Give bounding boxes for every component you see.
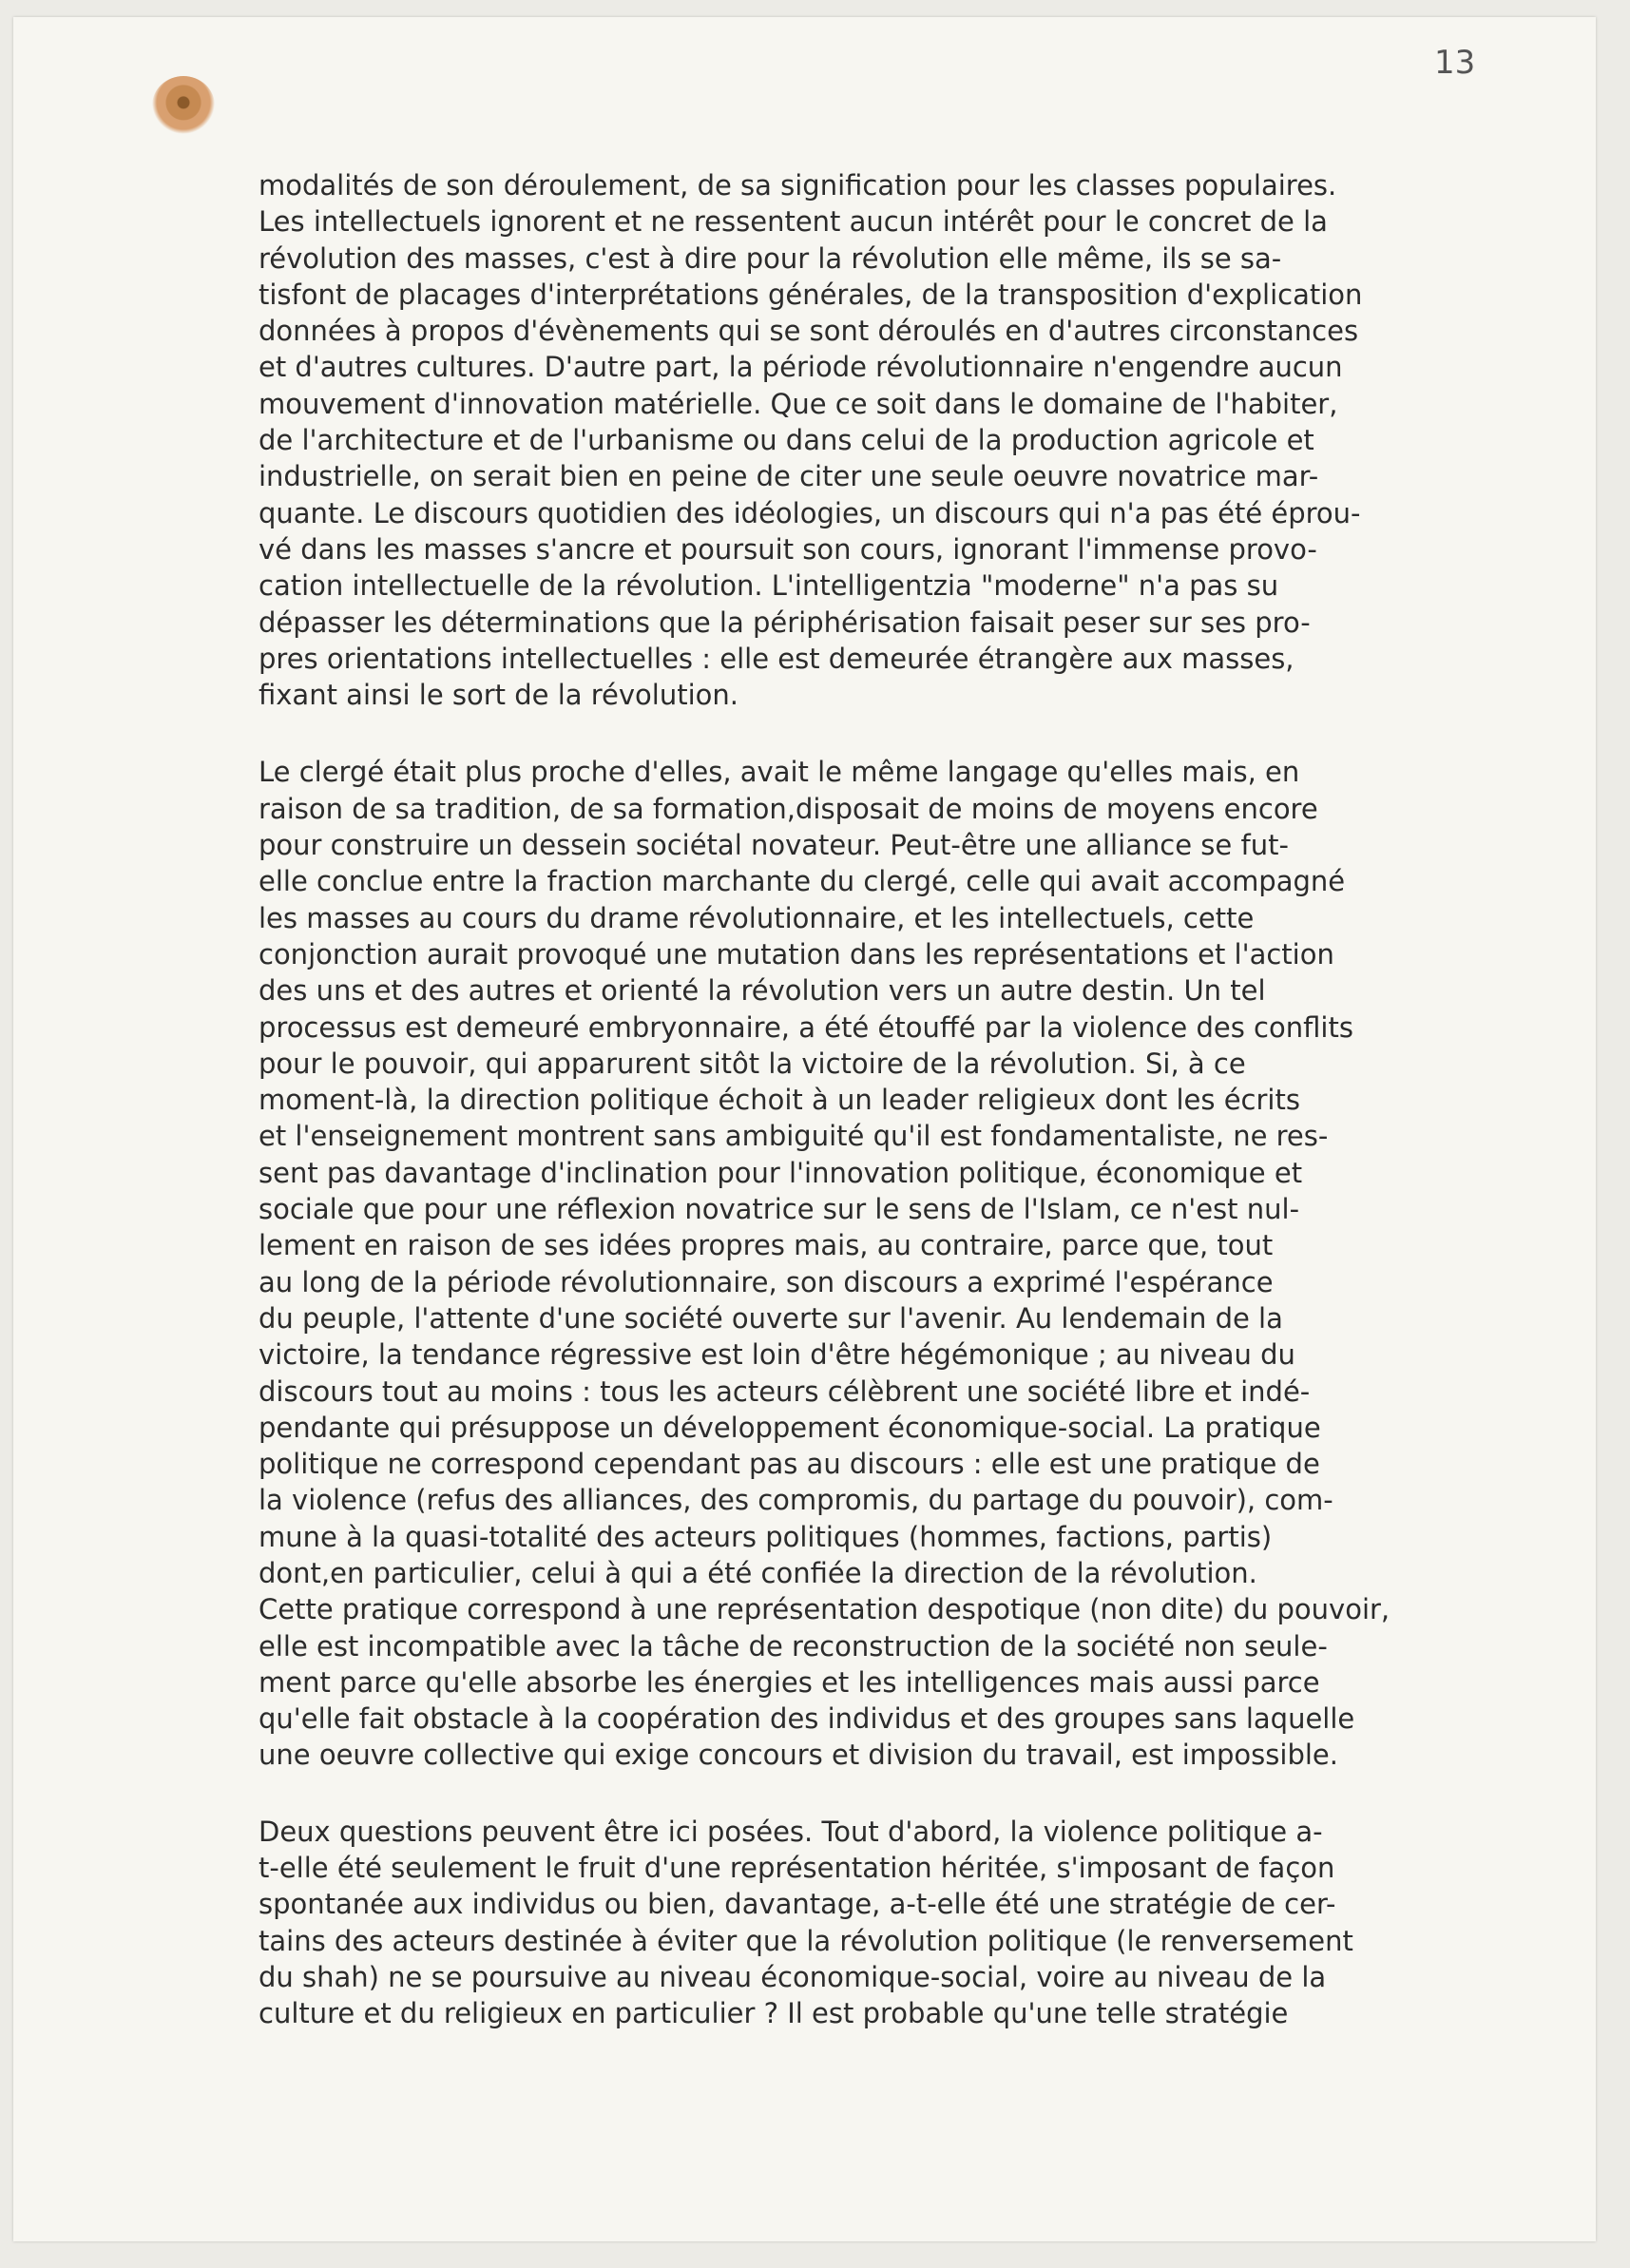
text-line: Les intellectuels ignorent et ne ressentent aucun intérêt pour le concret de la bbox=[259, 205, 1328, 239]
text-line: Deux questions peuvent être ici posées. Tout d'abord, la violence politique a- bbox=[259, 1815, 1323, 1848]
text-line: culture et du religieux en particulier ? Il est probable qu'une telle stratégie bbox=[259, 1997, 1289, 2030]
text-line: processus est demeuré embryonnaire, a été étouffé par la violence des conflits bbox=[259, 1010, 1353, 1044]
page-number: 13 bbox=[1434, 44, 1476, 82]
text-line: Cette pratique correspond à une représentation despotique (non dite) du pouvoir, bbox=[259, 1593, 1390, 1626]
text-line: victoire, la tendance régressive est loin d'être hégémonique ; au niveau du bbox=[259, 1338, 1295, 1372]
paragraph-1 bbox=[259, 167, 1561, 713]
text-line: pres orientations intellectuelles : elle est demeurée étrangère aux masses, bbox=[259, 642, 1294, 675]
text-line: données à propos d'évènements qui se sont déroulés en d'autres circonstances bbox=[259, 315, 1359, 348]
text-line: la violence (refus des alliances, des compromis, du partage du pouvoir), com- bbox=[259, 1484, 1333, 1517]
text-line: conjonction aurait provoqué une mutation dans les représentations et l'action bbox=[259, 937, 1334, 971]
text-line: tains des acteurs destinée à éviter que la révolution politique (le renversement bbox=[259, 1924, 1353, 1957]
text-line: sociale que pour une réflexion novatrice sur le sens de l'Islam, ce n'est nul- bbox=[259, 1193, 1300, 1226]
text-line: révolution des masses, c'est à dire pour la révolution elle même, ils se sa- bbox=[259, 241, 1282, 275]
document-body bbox=[259, 167, 1561, 2032]
paragraph-2 bbox=[259, 754, 1561, 1773]
text-line: dont,en particulier, celui à qui a été confiée la direction de la révolution. bbox=[259, 1556, 1257, 1589]
text-line: cation intellectuelle de la révolution. L'intelligentzia "moderne" n'a pas su bbox=[259, 569, 1279, 603]
text-line: raison de sa tradition, de sa formation,disposait de moins de moyens encore bbox=[259, 792, 1318, 825]
text-line: vé dans les masses s'ancre et poursuit son cours, ignorant l'immense provo- bbox=[259, 532, 1317, 566]
text-line: dépasser les déterminations que la périphérisation faisait peser sur ses pro- bbox=[259, 605, 1311, 639]
text-line: quante. Le discours quotidien des idéologies, un discours qui n'a pas été éprou- bbox=[259, 496, 1361, 529]
text-line: et l'enseignement montrent sans ambiguité qu'il est fondamentaliste, ne res- bbox=[259, 1120, 1329, 1153]
text-line: lement en raison de ses idées propres mais, au contraire, parce que, tout bbox=[259, 1229, 1274, 1262]
text-line: modalités de son déroulement, de sa signification pour les classes populaires. bbox=[259, 169, 1337, 202]
text-line: industrielle, on serait bien en peine de citer une seule oeuvre novatrice mar- bbox=[259, 460, 1319, 493]
text-line: et d'autres cultures. D'autre part, la période révolutionnaire n'engendre aucun bbox=[259, 351, 1343, 384]
text-line: elle est incompatible avec la tâche de reconstruction de la société non seule- bbox=[259, 1629, 1328, 1663]
text-line: Le clergé était plus proche d'elles, avait le même langage qu'elles mais, en bbox=[259, 756, 1300, 789]
text-line: sent pas davantage d'inclination pour l'innovation politique, économique et bbox=[259, 1156, 1303, 1189]
paragraph-gap bbox=[259, 1774, 1561, 1814]
paragraph-gap bbox=[259, 713, 1561, 754]
paragraph-3 bbox=[259, 1814, 1561, 2032]
text-line: du shah) ne se poursuive au niveau économique-social, voire au niveau de la bbox=[259, 1960, 1327, 1993]
text-line: fixant ainsi le sort de la révolution. bbox=[259, 679, 738, 712]
text-line: les masses au cours du drame révolutionnaire, et les intellectuels, cette bbox=[259, 901, 1255, 934]
text-line: de l'architecture et de l'urbanisme ou dans celui de la production agricole et bbox=[259, 424, 1314, 457]
text-line: elle conclue entre la fraction marchante du clergé, celle qui avait accompagné bbox=[259, 865, 1346, 898]
text-line: une oeuvre collective qui exige concours et division du travail, est impossible. bbox=[259, 1739, 1338, 1772]
text-line: tisfont de placages d'interprétations générales, de la transposition d'explication bbox=[259, 278, 1363, 311]
text-line: mouvement d'innovation matérielle. Que ce soit dans le domaine de l'habiter, bbox=[259, 387, 1338, 420]
text-line: discours tout au moins : tous les acteurs célèbrent une société libre et indé- bbox=[259, 1374, 1311, 1408]
text-line: du peuple, l'attente d'une société ouverte sur l'avenir. Au lendemain de la bbox=[259, 1301, 1283, 1335]
text-line: spontanée aux individus ou bien, davantage, a-t-elle été une stratégie de cer- bbox=[259, 1888, 1336, 1921]
text-line: moment-là, la direction politique échoit à un leader religieux dont les écrits bbox=[259, 1084, 1300, 1117]
text-line: t-elle été seulement le fruit d'une représentation héritée, s'imposant de façon bbox=[259, 1852, 1335, 1885]
text-line: politique ne correspond cependant pas au discours : elle est une pratique de bbox=[259, 1448, 1320, 1481]
punch-hole-stain bbox=[152, 76, 215, 135]
text-line: des uns et des autres et orienté la révolution vers un autre destin. Un tel bbox=[259, 974, 1266, 1008]
text-line: pendante qui présuppose un développement économique-social. La pratique bbox=[259, 1411, 1321, 1444]
text-line: mune à la quasi-totalité des acteurs politiques (hommes, factions, partis) bbox=[259, 1520, 1273, 1553]
text-line: pour le pouvoir, qui apparurent sitôt la victoire de la révolution. Si, à ce bbox=[259, 1047, 1246, 1080]
text-line: ment parce qu'elle absorbe les énergies et les intelligences mais aussi parce bbox=[259, 1665, 1320, 1699]
text-line: au long de la période révolutionnaire, son discours a exprimé l'espérance bbox=[259, 1265, 1274, 1298]
text-line: pour construire un dessein sociétal novateur. Peut-être une alliance se fut- bbox=[259, 829, 1289, 862]
text-line: qu'elle fait obstacle à la coopération des individus et des groupes sans laquelle bbox=[259, 1702, 1355, 1736]
